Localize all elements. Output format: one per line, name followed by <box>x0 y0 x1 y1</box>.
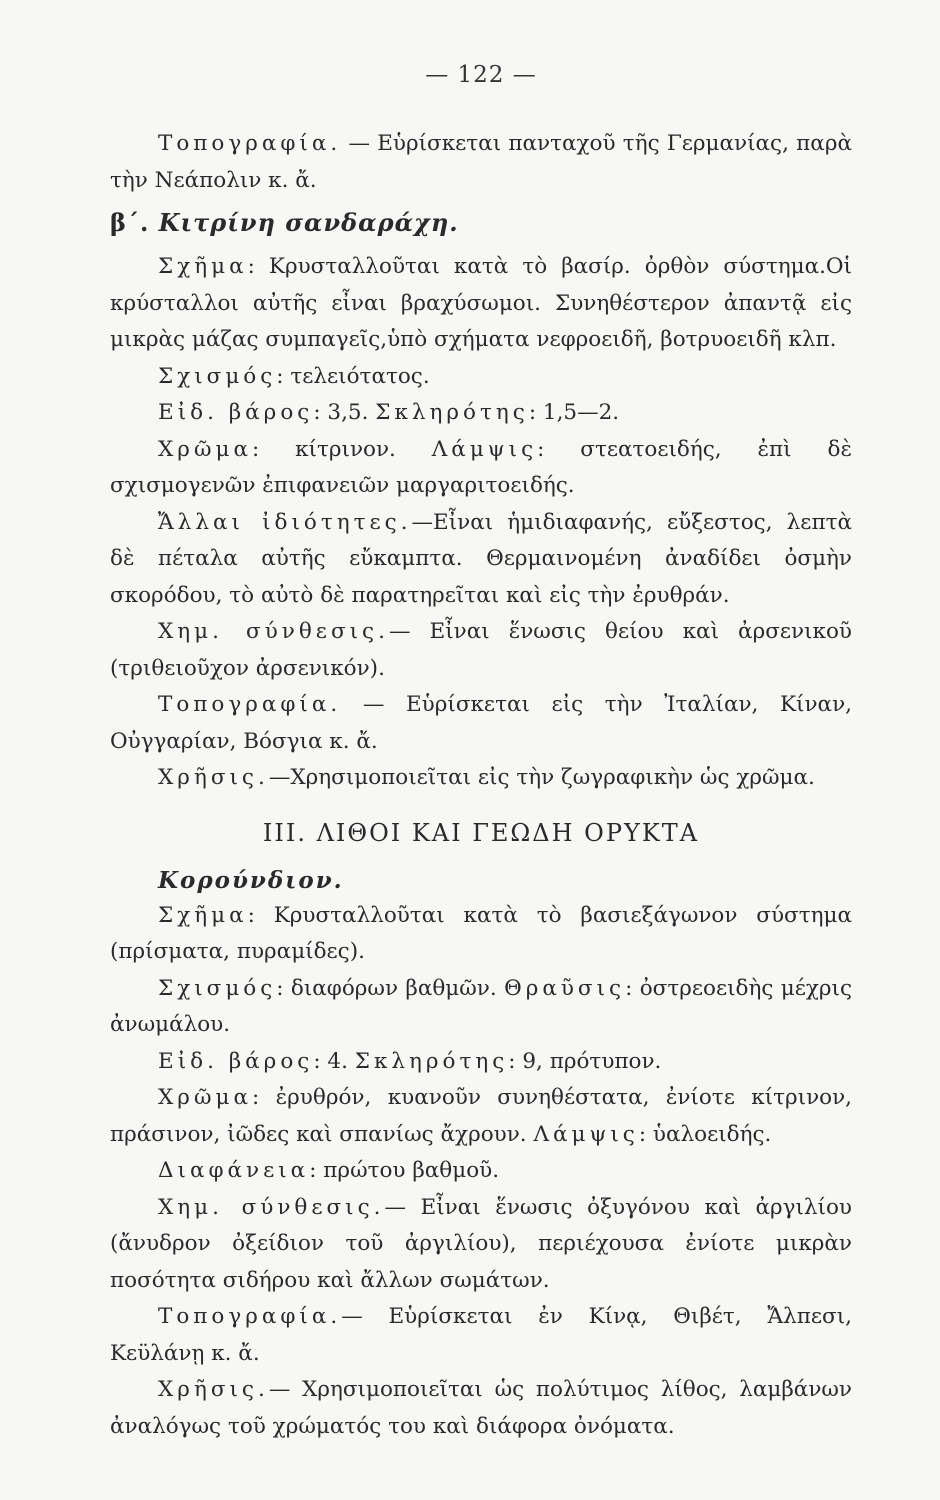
section-heading <box>110 205 852 241</box>
field-label: Σχισμός <box>158 975 277 1001</box>
paragraph <box>110 432 852 505</box>
field-label: Τοπογραφία. <box>158 692 342 717</box>
field-text: : τελειότατος. <box>276 363 430 389</box>
paragraph <box>110 359 852 396</box>
paragraph <box>110 126 852 199</box>
field-label: Σχῆμα <box>158 902 248 928</box>
field-label: Θραῦσις <box>504 975 626 1001</box>
field-text: —Εἶναι ἡμιδιαφανής, εὔξεστος, λεπτὰ δὲ πέταλα αὐτῆς εὔκαμπτα. Θερμαινομένη ἀναδίδει ὀσμὴν σκορόδου, τὸ αὐτὸ δὲ παρατηρεῖται καὶ εἰς τὴν ἐρυθράν. <box>110 509 852 608</box>
chapter-title: III. ΛΙΘΟΙ ΚΑΙ ΓΕΩΔΗ ΟΡΥΚΤΑ <box>262 818 700 847</box>
field-label: Χρῶμα <box>158 436 252 462</box>
paragraph <box>110 1044 852 1081</box>
field-label: Τοπογραφία. <box>158 131 342 156</box>
mineral-heading: Κορούνδιον. <box>158 866 344 894</box>
paragraph <box>110 760 852 797</box>
field-text: — Χρησιμοποιεῖται ὡς πολύτιμος λίθος, λαμβάνων ἀναλόγως τοῦ χρώματός του καὶ διάφορα ὀνόματα. <box>110 1377 852 1439</box>
field-text: : ὑαλοειδής. <box>638 1121 772 1147</box>
field-text: : 3,5. <box>313 400 376 425</box>
field-text: : ὀστρεοειδὴς μέχρις ἀνωμάλου. <box>110 975 852 1037</box>
paragraph <box>110 898 852 971</box>
field-label: Εἰδ. βάρος <box>158 1048 314 1074</box>
field-label: Σχισμός <box>158 363 277 389</box>
field-text: : πρώτου βαθμοῦ. <box>309 1158 500 1183</box>
field-text: — Εἶναι ἕνωσις ὀξυγόνου καὶ ἀργιλίου (ἄνυδρον ὀξείδιον τοῦ ἀργιλίου), περιέχουσα ἐνίοτε μικρὰν ποσότητα σιδήρου καὶ ἄλλων σωμάτων. <box>110 1194 852 1293</box>
paragraph <box>110 1372 852 1445</box>
field-label: Σχῆμα <box>158 254 248 279</box>
field-label: Λάμψις <box>431 436 538 462</box>
paragraph <box>110 971 852 1044</box>
field-label: Τοπογραφία. <box>158 1304 342 1329</box>
field-text: : Κρυσταλλοῦται κατὰ τὸ βασίρ. ὀρθὸν σύστημα.Οἱ κρύσταλλοι αὐτῆς εἶναι βραχύσωμοι. Συνηθέστερον ἀπαντᾷ εἰς μικρὰς μάζας συμπαγεῖς,ὑπὸ σχήματα νεφροειδῆ, βοτρυοειδῆ κλπ. <box>110 254 852 352</box>
field-text: : διαφόρων βαθμῶν. <box>276 975 505 1001</box>
paragraph <box>110 505 852 615</box>
field-text: — Εὑρίσκεται πανταχοῦ τῆς Γερμανίας, παρὰ τὴν Νεάπολιν κ. ἄ. <box>110 131 852 193</box>
field-text: — Εὑρίσκεται εἰς τὴν Ἰταλίαν, Κίναν, Οὐγγαρίαν, Βόσγια κ. ἄ. <box>110 692 852 754</box>
page-content <box>110 126 852 1445</box>
field-text: — Εἶναι ἕνωσις θείου καὶ ἀρσενικοῦ (τριθειοῦχον ἀρσενικόν). <box>110 619 852 681</box>
field-text: : 1,5—2. <box>528 400 620 425</box>
paragraph <box>110 1153 852 1190</box>
paragraph <box>110 687 852 760</box>
paragraph <box>110 1299 852 1372</box>
field-label: Χρῆσις. <box>158 1377 269 1402</box>
field-label: Ἄλλαι ἰδιότητες. <box>158 509 412 535</box>
field-text: — Εὑρίσκεται ἐν Κίνᾳ, Θιβέτ, Ἄλπεσι, Κεϋλάνῃ κ. ἄ. <box>110 1304 852 1366</box>
field-label: Σκληρότης <box>375 400 529 425</box>
field-label: Χρῆσις. <box>158 765 269 790</box>
section-title: Κιτρίνη σανδαράχη. <box>158 208 459 237</box>
field-label: Χρῶμα <box>158 1085 252 1110</box>
field-label: Χημ. σύνθεσις. <box>158 1194 385 1220</box>
field-label: Λάμψις <box>533 1121 639 1147</box>
paragraph <box>110 1190 852 1300</box>
field-text: : στεατοειδής, ἐπὶ δὲ σχισμογενῶν ἐπιφανειῶν μαργαριτοειδής. <box>110 436 852 498</box>
field-text: : 9, πρότυπον. <box>508 1048 662 1074</box>
field-label: Σκληρότης <box>354 1048 509 1074</box>
field-text: : Κρυσταλλοῦται κατὰ τὸ βασιεξάγωνον σύστημα (πρίσματα, πυραμίδες). <box>110 902 852 964</box>
paragraph <box>110 1080 852 1153</box>
field-text: —Χρησιμοποιεῖται εἰς τὴν ζωγραφικὴν ὡς χρῶμα. <box>268 765 815 790</box>
field-label: Εἰδ. βάρος <box>158 400 314 425</box>
field-label: Χημ. σύνθεσις. <box>158 619 389 644</box>
paragraph <box>110 395 852 432</box>
page-number: — 122 — <box>425 62 537 88</box>
field-text: : 4. <box>313 1048 355 1074</box>
field-text: : ἐρυθρόν, κυανοῦν συνηθέστατα, ἐνίοτε κίτρινον, πράσινον, ἰῶδες καὶ σπανίως ἄχρουν. <box>110 1085 852 1147</box>
paragraph <box>110 614 852 687</box>
paragraph <box>110 249 852 359</box>
section-number: β΄. <box>110 208 150 237</box>
field-label: Διαφάνεια <box>158 1158 310 1183</box>
field-text: : κίτρινον. <box>251 436 432 462</box>
